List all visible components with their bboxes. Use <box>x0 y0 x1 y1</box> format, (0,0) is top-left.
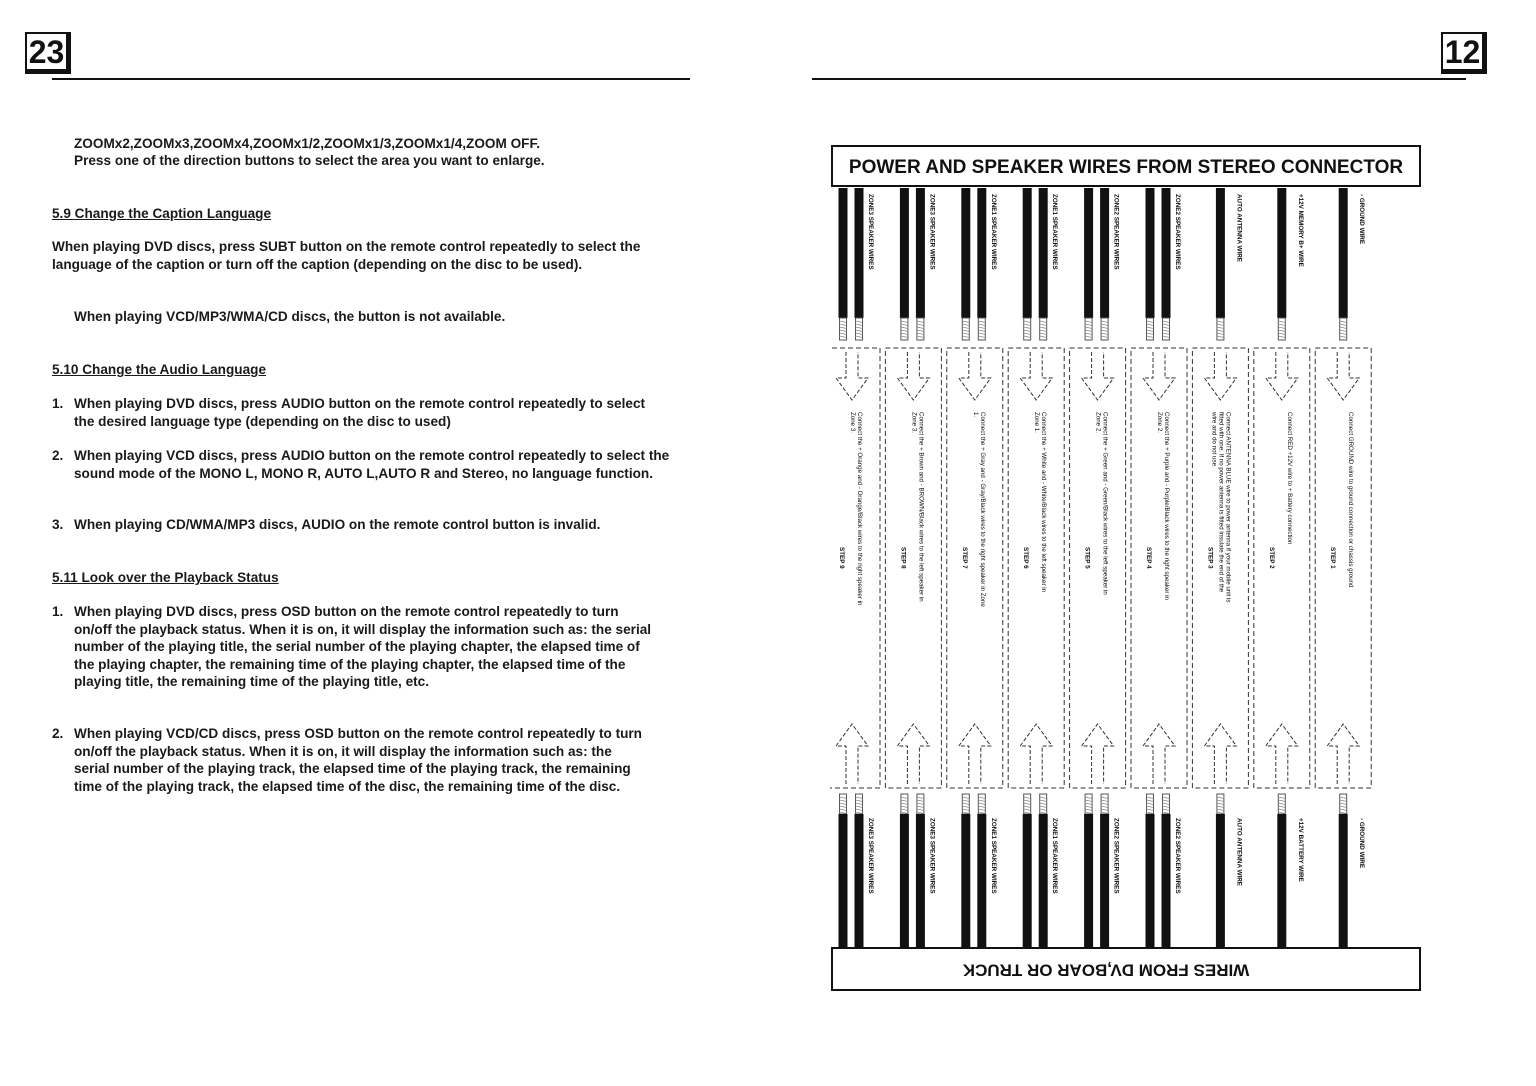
step-number: STEP 5 <box>1083 547 1091 569</box>
wire-label-bottom: ZONE2 SPEAKER WIRES <box>1112 818 1120 894</box>
key-subt: SUBT <box>258 239 296 254</box>
step-instruction-line: Connect the + Brown and - BROWN/Black wires to the left speaker in <box>917 412 925 602</box>
page-number-left: 23 <box>25 32 71 74</box>
step-instruction-line: 1. <box>971 412 979 418</box>
list-item: 2. When playing VCD/CD discs, press OSD button on the remote control repeatedly to turn on/off the playback status. When it is on, it will display the information such as: the serial number of the playing track, the elapsed time of the playing track, the remaining time of the playing track, the elapsed time of the disc, the remaining time of the disc. <box>52 726 642 794</box>
wire-label-bottom: - GROUND WIRE <box>1358 818 1366 869</box>
wire-bottom <box>961 814 970 948</box>
section-heading-5-9: 5.9 Change the Caption Language <box>52 206 272 221</box>
step-instruction <box>1156 412 1170 601</box>
wire-label-top: ZONE1 SPEAKER WIRES <box>989 194 997 270</box>
wire-top <box>1039 188 1048 318</box>
step-instruction <box>910 412 924 602</box>
wire-bottom <box>1023 814 1032 948</box>
header-rule-right <box>812 78 1466 80</box>
wire-top <box>1216 188 1225 318</box>
wire-top <box>916 188 925 318</box>
zoom-line: ZOOMx2,ZOOMx3,ZOOMx4,ZOOMx1/2,ZOOMx1/3,ZOOMx1/4,ZOOM OFF. <box>74 136 541 151</box>
step-instruction-line: fitted with one. If no power antenna is fitted insulate the end of the <box>1217 412 1225 593</box>
arrow-down <box>1082 352 1114 400</box>
step-box <box>1315 348 1371 788</box>
step-instruction-line: Connect GROUND wire to ground connection or chassis ground <box>1347 412 1355 588</box>
wire-column <box>1315 188 1371 948</box>
wire-label-top: ZONE3 SPEAKER WIRES <box>928 194 936 270</box>
wire-label-top: ZONE2 SPEAKER WIRES <box>1174 194 1181 270</box>
arrow-up <box>959 724 991 784</box>
step-instruction-line: Connect the + Gray and - Gray/Black wires to the right speaker in Zone <box>978 412 986 607</box>
step-number: STEP 4 <box>1145 547 1152 569</box>
wire-label-bottom: ZONE3 SPEAKER WIRES <box>867 818 874 894</box>
arrow-up <box>1266 724 1298 784</box>
step-number: STEP 9 <box>838 547 845 569</box>
wire-bottom <box>916 814 925 948</box>
arrow-up <box>897 724 929 784</box>
arrow-down <box>836 352 868 400</box>
wire-top <box>1277 188 1286 318</box>
wiring-diagram <box>830 142 1424 997</box>
step-instruction-line: Zone 2. <box>1094 412 1102 433</box>
wire-label-top: - GROUND WIRE <box>1358 194 1366 245</box>
wire-bottom <box>977 814 986 948</box>
wire-label-top: +12V MEMORY B+ WIRE <box>1296 194 1304 267</box>
wire-top <box>1339 188 1348 318</box>
wire-top <box>900 188 909 318</box>
step-instruction <box>849 412 863 606</box>
list-item: 1. When playing DVD discs, press AUDIO button on the remote control repeatedly to select the desired language type (depending on the disc to used) <box>52 396 646 429</box>
wire-top <box>1146 188 1155 318</box>
wire-label-bottom: ZONE1 SPEAKER WIRES <box>989 818 997 894</box>
wire-bottom <box>839 814 848 948</box>
step-instruction-line: Zone 3. <box>910 412 918 433</box>
wire-top <box>1162 188 1171 318</box>
wire-label-bottom: ZONE3 SPEAKER WIRES <box>928 818 936 894</box>
wire-label-bottom: +12V BATTERY WIRE <box>1296 818 1304 882</box>
wire-bottom <box>1039 814 1048 948</box>
wire-bottom <box>1339 814 1348 948</box>
wire-label-top: ZONE3 SPEAKER WIRES <box>867 194 874 270</box>
step-instruction-line: Connect the + Purple and - Purple/Black wires to the right speaker in <box>1163 412 1170 600</box>
wire-column <box>947 188 1003 948</box>
step-number: STEP 3 <box>1206 547 1214 569</box>
step-instruction <box>972 412 986 607</box>
wire-column <box>1008 188 1064 948</box>
wire-column <box>830 188 880 948</box>
arrow-down <box>1204 352 1236 400</box>
wire-top <box>977 188 986 318</box>
page-number-right: 12 <box>1441 32 1487 74</box>
wire-bottom <box>1216 814 1225 948</box>
step-instruction-line: Connect ANTENNA BLUE wire to power antenna if your mobile unit is <box>1224 412 1232 603</box>
wire-bottom <box>855 814 864 948</box>
arrow-down <box>1327 352 1359 400</box>
step-instruction-line: Connect the + Orange and - Orange/Black wires to the right speaker in <box>856 412 863 606</box>
arrow-down <box>1143 352 1175 400</box>
wire-bottom <box>1162 814 1171 948</box>
arrow-up <box>1143 724 1175 784</box>
step-number: STEP 1 <box>1329 547 1337 569</box>
wire-column <box>1070 188 1126 948</box>
step-number: STEP 2 <box>1267 547 1275 569</box>
wire-top <box>1100 188 1109 318</box>
paragraph-5-9-vcd: When playing VCD/MP3/WMA/CD discs, the button is not available. <box>74 309 506 324</box>
wire-column <box>1131 188 1187 948</box>
wire-bottom <box>900 814 909 948</box>
wire-top <box>961 188 970 318</box>
step-instruction <box>1095 412 1109 595</box>
arrow-down <box>897 352 929 400</box>
wire-bottom <box>1146 814 1155 948</box>
arrow-up <box>1082 724 1114 784</box>
section-heading-5-10: 5.10 Change the Audio Language <box>52 362 267 377</box>
wire-label-top: AUTO ANTENNA WIRE <box>1235 194 1243 262</box>
step-instruction <box>1347 412 1354 588</box>
list-item: 2. When playing VCD discs, press AUDIO button on the remote control repeatedly to select the sound mode of the MONO L, MONO R, AUTO L,AUTO R and Stereo, no language function. <box>52 448 670 481</box>
header-rule-left <box>52 78 690 80</box>
wire-column <box>1254 188 1310 948</box>
arrow-up <box>836 724 868 784</box>
wire-bottom <box>1277 814 1286 948</box>
step-instruction <box>1033 412 1047 593</box>
paragraph-5-9-dvd: When playing DVD discs, press SUBT button on the remote control repeatedly to select the language of the caption or turn off the caption (depending on the disc to be used). <box>52 239 641 272</box>
step-instruction-line: Zone 2. <box>1156 412 1163 433</box>
step-instruction-line: Connect RED +12V wire to + Battery connection <box>1285 412 1293 545</box>
wire-top <box>839 188 848 318</box>
list-item: 1. When playing DVD discs, press OSD button on the remote control repeatedly to turn on/off the playback status. When it is on, it will display the information such as: the serial number of the playing title, the serial number of the playing chapter, the elapsed time of the playing chapter, the remaining time of the playing chapter, the elapsed time of the playing title, the remaining time of the playing title, etc. <box>52 604 652 689</box>
arrow-up <box>1020 724 1052 784</box>
wire-label-bottom: AUTO ANTENNA WIRE <box>1235 818 1243 886</box>
bottom-title: WIRES FROM DV,BOAR OR TRUCK <box>962 960 1250 980</box>
arrow-down <box>1020 352 1052 400</box>
wire-column <box>885 188 941 948</box>
arrow-up <box>1204 724 1236 784</box>
wire-label-top: ZONE1 SPEAKER WIRES <box>1051 194 1059 270</box>
step-instruction <box>1210 411 1231 603</box>
step-instruction-line: Zone 3. <box>849 412 856 433</box>
wire-bottom <box>1100 814 1109 948</box>
arrow-up <box>1327 724 1359 784</box>
wire-label-top: ZONE2 SPEAKER WIRES <box>1112 194 1120 270</box>
step-instruction-line: Connect the + Green and - Green/Black wires to the left speaker in <box>1101 412 1109 595</box>
step-number: STEP 7 <box>960 547 968 569</box>
wire-column <box>1192 188 1248 948</box>
step-instruction-line: Zone 1. <box>1033 412 1041 433</box>
top-title: POWER AND SPEAKER WIRES FROM STEREO CONNECTOR <box>848 157 1404 178</box>
wire-label-bottom: ZONE2 SPEAKER WIRES <box>1174 818 1181 894</box>
step-instruction-line: wire and do not use. <box>1210 412 1218 468</box>
zoom-instruction: Press one of the direction buttons to select the area you want to enlarge. <box>74 153 545 168</box>
list-item: 3. When playing CD/WMA/MP3 discs, AUDIO on the remote control button is invalid. <box>52 517 601 532</box>
wire-label-bottom: ZONE1 SPEAKER WIRES <box>1051 818 1059 894</box>
wire-top <box>1084 188 1093 318</box>
step-instruction <box>1286 412 1293 545</box>
wire-top <box>855 188 864 318</box>
wire-top <box>1023 188 1032 318</box>
section-heading-5-11: 5.11 Look over the Playback Status <box>52 570 279 585</box>
step-number: STEP 6 <box>1022 547 1030 569</box>
step-instruction-line: Connect the + White and - White/Black wires to the left speaker in <box>1040 412 1048 593</box>
arrow-down <box>959 352 991 400</box>
wire-bottom <box>1084 814 1093 948</box>
arrow-down <box>1266 352 1298 400</box>
step-box <box>1254 348 1310 788</box>
step-number: STEP 8 <box>899 547 907 569</box>
